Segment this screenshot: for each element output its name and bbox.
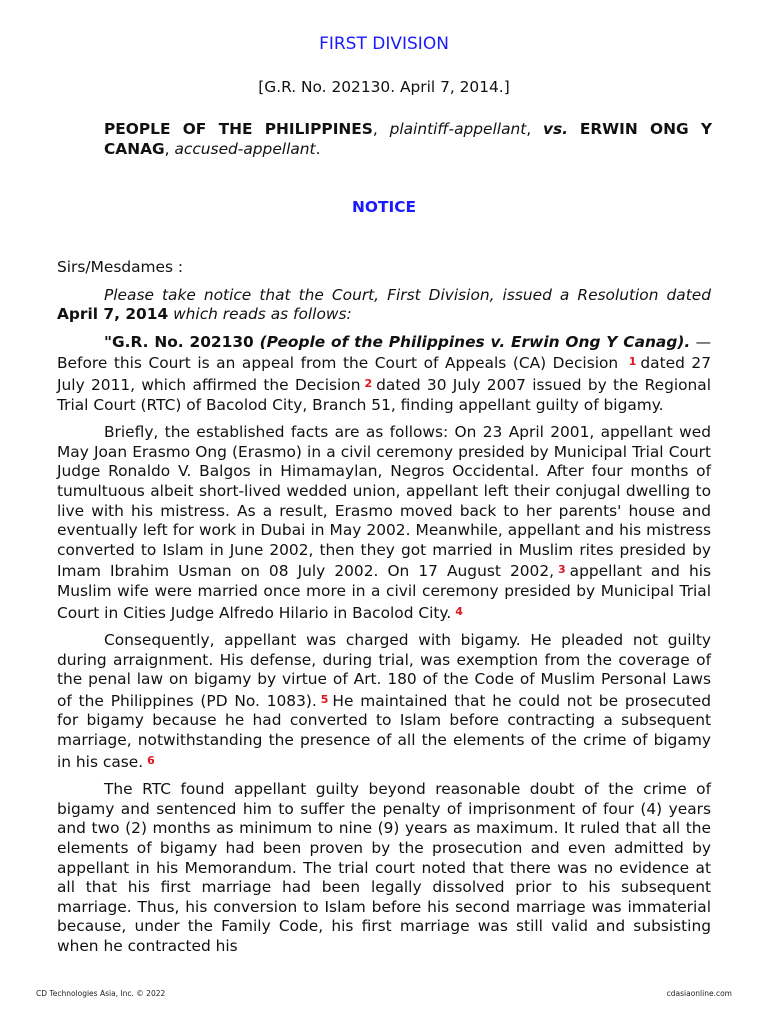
division-heading: FIRST DIVISION — [319, 34, 449, 54]
separator: , — [164, 139, 175, 158]
quoted-grno: G.R. No. 202130 — [112, 332, 254, 351]
footer-site-link[interactable]: cdasiaonline.com — [666, 989, 732, 998]
document-body — [57, 258, 711, 957]
footnote-link[interactable]: 5 — [320, 692, 329, 706]
intro-lead: Please take notice that the Court, First Division, issued a Resolution dated — [104, 285, 711, 304]
paragraph-text: dated 27 July 2011, which affirmed the Decision — [57, 354, 711, 394]
paragraph-3 — [57, 631, 711, 772]
paragraph-text: appellant and his Muslim wife were married once more in a civil ceremony presided by Municipal Trial Court in Cities Judge Alfredo Hilario in Bacolod City. — [57, 562, 711, 622]
accused-role: accused-appellant — [174, 139, 316, 158]
separator: , — [372, 120, 390, 138]
paragraph-text: — Before this Court is an appeal from the Court of Appeals (CA) Decision — [57, 332, 711, 373]
notice-title: NOTICE — [352, 198, 416, 216]
footer-copyright: CD Technologies Asia, Inc. © 2022 — [36, 989, 166, 998]
footnote-link[interactable]: 6 — [147, 753, 155, 767]
case-number: [G.R. No. 202130. April 7, 2014.] — [258, 78, 510, 96]
separator: , — [526, 120, 543, 138]
footnote-link[interactable]: 2 — [364, 376, 373, 390]
paragraph-text: He maintained that he could not be prosecuted for bigamy because he had converted to Islam before contracting a subsequent marriage, notwithstanding the presence of all the elements of the crime of bigamy in his case. — [57, 691, 711, 771]
paragraph-1 — [57, 333, 711, 415]
open-quote: " — [104, 332, 113, 351]
footnote-link[interactable]: 1 — [628, 355, 637, 369]
footnote-link[interactable]: 4 — [455, 604, 463, 618]
intro-tail: which reads as follows: — [168, 305, 352, 324]
versus: vs. — [542, 120, 569, 138]
case-parties — [104, 120, 712, 159]
plaintiff-name: PEOPLE OF THE PHILIPPINES — [104, 120, 373, 138]
salutation: Sirs/Mesdames : — [57, 258, 184, 276]
plaintiff-role: plaintiff-appellant — [389, 120, 527, 138]
accused-name: ERWIN ONG Y CANAG — [104, 120, 712, 158]
separator: . — [315, 139, 321, 158]
separator — [568, 120, 580, 138]
paragraph-text: Briefly, the established facts are as follows: On 23 April 2001, appellant wed May Joan Erasmo Ong (Erasmo) in a civil ceremony presided by Municipal Trial Court Judge Ronaldo V. Balgos in Himamaylan, Negros Occidental. After four months of tumultuous albeit short-lived wedded union, appellant left their conjugal dwelling to live with his mistress. As a result, Erasmo moved back to her parents' house and eventually left for work in Dubai in May 2002. Meanwhile, appellant and his mistress converted to Islam in June 2002, then they got married in Muslim rites presided by Imam Ibrahim Usman on 08 July 2002. On 17 August 2002, — [57, 423, 711, 581]
paragraph-4: The RTC found appellant guilty beyond reasonable doubt of the crime of bigamy and sentenced him to suffer the penalty of imprisonment of four (4) years and two (2) months as minimum to nine (9) years as maximum. It ruled that all the elements of bigamy had been proven by the prosecution and even admitted by appellant in his Memorandum. The trial court noted that there was no evidence at all that his first marriage had been legally dissolved prior to his subsequent marriage. Thus, his conversion to Islam before his second marriage was immaterial because, under the Family Code, his first marriage was still valid and subsisting when he contracted his — [57, 780, 711, 955]
quoted-caption: (People of the Philippines v. Erwin Ong Y Canag). — [253, 332, 691, 351]
intro-paragraph — [57, 286, 711, 325]
paragraph-2 — [57, 423, 711, 623]
paragraph-text: dated 30 July 2007 issued by the Regional Trial Court (RTC) of Bacolod City, Branch 51, finding appellant guilty of bigamy. — [57, 375, 712, 414]
paragraph-text: Consequently, appellant was charged with bigamy. He pleaded not guilty during arraignment. His defense, during trial, was exemption from the coverage of the penal law on bigamy by virtue of Art. 180 of the Code of Muslim Personal Laws of the Philippines (PD No. 1083). — [57, 631, 711, 710]
resolution-date: April 7, 2014 — [57, 305, 169, 324]
footnote-link[interactable]: 3 — [558, 563, 566, 577]
